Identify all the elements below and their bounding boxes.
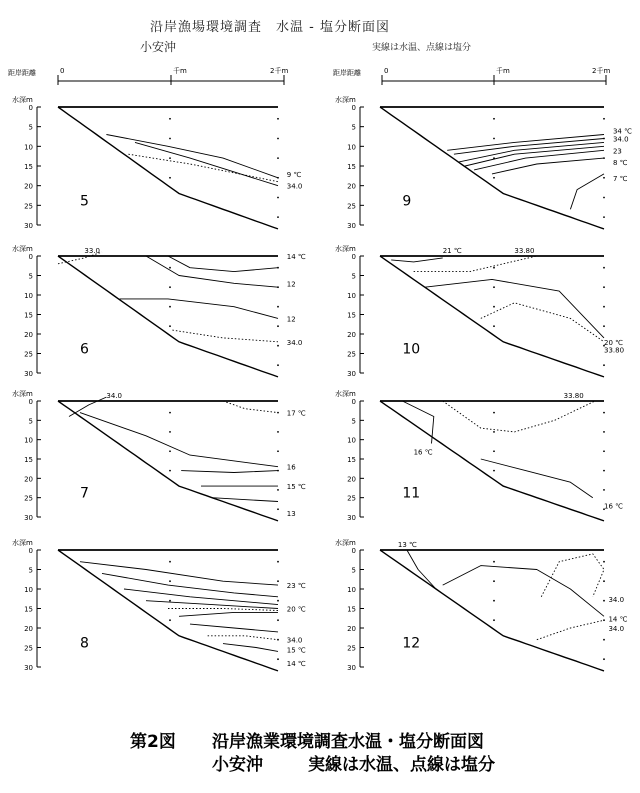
station-sample-dot	[277, 216, 279, 218]
station-sample-dot	[603, 364, 605, 366]
depth-axis-tick-label: 20	[347, 625, 356, 633]
section-panel	[12, 538, 306, 672]
distance-scale	[333, 66, 610, 85]
station-sample-dot	[493, 325, 495, 327]
station-sample-dot	[169, 267, 171, 269]
seafloor-profile	[58, 256, 278, 377]
station-sample-dot	[603, 450, 605, 452]
distance-scale-tick-label: 2千m	[592, 67, 611, 75]
figure-header-title: 沿岸漁場環境調査 水温 - 塩分断面図	[150, 20, 390, 35]
station-sample-dot	[603, 177, 605, 179]
station-sample-dot	[277, 306, 279, 308]
depth-axis-tick-label: 20	[347, 475, 356, 484]
station-sample-dot	[493, 412, 495, 414]
temperature-contour	[102, 573, 278, 596]
depth-axis-tick-label: 30	[347, 514, 356, 522]
depth-axis-tick-label: 0	[28, 398, 33, 406]
depth-axis-tick-label: 15	[24, 311, 33, 320]
station-sample-dot	[277, 580, 279, 582]
station-sample-dot	[277, 138, 279, 140]
depth-axis-label: 水深m	[12, 245, 33, 253]
station-sample-dot	[493, 118, 495, 120]
depth-axis-tick-label: 20	[24, 475, 33, 484]
caption-location: 小安沖	[212, 755, 263, 775]
depth-axis-tick-label: 10	[347, 292, 356, 300]
distance-scale-tick-label: 0	[60, 67, 65, 75]
station-sample-dot	[493, 561, 495, 563]
contour-label: 33.80	[604, 346, 625, 355]
contour-label: 34.0	[612, 135, 629, 144]
station-sample-dot	[603, 286, 605, 288]
station-sample-dot	[603, 412, 605, 414]
depth-axis-tick-label: 30	[347, 222, 356, 230]
station-sample-dot	[169, 157, 171, 159]
depth-axis-tick-label: 20	[24, 331, 33, 339]
depth-axis-tick-label: 25	[24, 202, 33, 211]
station-sample-dot	[169, 619, 171, 621]
depth-axis-tick-label: 10	[347, 436, 356, 445]
station-sample-dot	[169, 325, 171, 327]
distance-scale-tick-label: 千m	[496, 67, 510, 75]
temperature-contour	[190, 624, 278, 632]
depth-axis-tick-label: 15	[24, 456, 33, 464]
caption-title: 沿岸漁業環境調査水温・塩分断面図	[212, 732, 484, 752]
depth-axis-tick-label: 15	[347, 605, 356, 614]
contour-label: 34.0	[286, 338, 303, 347]
depth-axis-tick-label: 10	[24, 143, 33, 152]
contour-label: 14 ℃	[286, 253, 306, 261]
seafloor-profile	[380, 256, 604, 377]
depth-axis-tick-label: 20	[347, 331, 356, 339]
distance-scale-label: 距岸距離	[8, 69, 36, 77]
depth-axis-tick-label: 25	[24, 644, 33, 653]
contour-label: 34.0	[608, 625, 625, 633]
station-sample-dot	[493, 306, 495, 308]
contour-label: 14 ℃	[608, 615, 628, 624]
station-sample-dot	[277, 364, 279, 366]
station-sample-dot	[603, 489, 605, 491]
figure-header-location: 小安沖	[140, 40, 177, 54]
station-sample-dot	[603, 118, 605, 120]
panel-month-number: 7	[80, 485, 89, 502]
contour-label: 20 ℃	[286, 605, 306, 614]
contour-label: 34.0	[286, 636, 303, 645]
contour-label: 34.0	[286, 182, 303, 191]
temperature-contour	[492, 158, 604, 174]
depth-axis-tick-label: 0	[28, 547, 33, 555]
station-sample-dot	[493, 177, 495, 179]
section-panel	[12, 389, 306, 522]
depth-axis-tick-label: 25	[24, 350, 33, 359]
salinity-contour	[172, 330, 278, 342]
panel-month-number: 12	[402, 635, 421, 652]
station-sample-dot	[169, 561, 171, 563]
station-sample-dot	[277, 197, 279, 199]
depth-axis-label: 水深m	[335, 245, 356, 253]
section-panel	[12, 244, 306, 378]
depth-axis-tick-label: 10	[24, 586, 33, 594]
station-sample-dot	[603, 267, 605, 269]
station-sample-dot	[277, 157, 279, 159]
depth-axis-tick-label: 5	[28, 123, 33, 132]
depth-axis-tick-label: 0	[351, 547, 356, 555]
depth-axis-tick-label: 0	[28, 253, 33, 261]
depth-axis-tick-label: 10	[347, 586, 356, 594]
temperature-contour	[570, 174, 604, 209]
depth-axis-tick-label: 5	[351, 123, 356, 132]
station-sample-dot	[603, 216, 605, 218]
station-sample-dot	[277, 619, 279, 621]
temperature-contour	[146, 256, 278, 287]
contour-label: 12	[286, 280, 296, 289]
depth-axis-tick-label: 0	[351, 398, 356, 406]
depth-axis-tick-label: 30	[347, 664, 356, 672]
depth-axis-tick-label: 20	[347, 182, 356, 191]
contour-label: 33.80	[563, 392, 584, 401]
section-panel	[12, 95, 302, 230]
contour-label: 34.0	[106, 392, 122, 401]
temperature-contour	[135, 142, 278, 185]
temperature-contour	[402, 401, 433, 444]
contour-label: 17 ℃	[286, 409, 306, 418]
depth-axis-tick-label: 10	[24, 436, 33, 445]
station-sample-dot	[493, 470, 495, 472]
contour-label: 34.0	[608, 595, 625, 604]
contour-label: 12	[286, 315, 296, 324]
contour-label: 16	[286, 463, 296, 472]
contour-label: 15 ℃	[286, 646, 306, 655]
salinity-contour	[443, 401, 595, 432]
depth-axis-tick-label: 15	[24, 163, 33, 171]
station-sample-dot	[277, 118, 279, 120]
figure-header-note: 実線は水温、点線は塩分	[372, 43, 472, 53]
salinity-contour	[208, 636, 278, 640]
station-sample-dot	[277, 431, 279, 433]
depth-axis-tick-label: 15	[24, 605, 33, 614]
depth-axis-tick-label: 25	[347, 202, 356, 211]
station-sample-dot	[603, 325, 605, 327]
station-sample-dot	[277, 450, 279, 452]
temperature-contour	[80, 562, 278, 585]
station-sample-dot	[603, 600, 605, 602]
temperature-contour	[146, 601, 278, 609]
section-panel	[335, 389, 623, 522]
seafloor-profile	[380, 107, 604, 229]
contour-label: 21 ℃	[442, 247, 462, 256]
contour-label: 16 ℃	[604, 502, 623, 511]
seafloor-profile	[380, 550, 604, 671]
seafloor-profile	[58, 401, 278, 521]
station-sample-dot	[493, 600, 495, 602]
panel-month-number: 10	[402, 341, 421, 358]
contour-label: 23	[612, 147, 622, 156]
temperature-contour	[80, 413, 278, 467]
station-sample-dot	[603, 197, 605, 199]
panel-month-number: 9	[402, 193, 412, 210]
depth-axis-tick-label: 25	[24, 494, 33, 503]
station-sample-dot	[493, 138, 495, 140]
depth-axis-label: 水深m	[335, 390, 356, 398]
temperature-contour	[391, 258, 443, 262]
depth-axis-tick-label: 30	[347, 370, 356, 378]
distance-scale	[8, 66, 288, 85]
depth-axis-tick-label: 5	[351, 417, 356, 426]
station-sample-dot	[493, 580, 495, 582]
temperature-contour	[168, 256, 278, 272]
depth-axis-tick-label: 15	[347, 456, 356, 464]
depth-axis-tick-label: 25	[347, 350, 356, 359]
depth-axis-tick-label: 5	[351, 272, 356, 281]
depth-axis-tick-label: 15	[347, 163, 356, 171]
depth-axis-tick-label: 30	[24, 664, 33, 672]
station-sample-dot	[169, 470, 171, 472]
station-sample-dot	[277, 658, 279, 660]
panel-month-number: 5	[80, 193, 89, 210]
station-sample-dot	[603, 580, 605, 582]
depth-axis-tick-label: 20	[24, 182, 33, 191]
contour-label: 13 ℃	[397, 541, 417, 550]
caption-note: 実線は水温、点線は塩分	[308, 755, 495, 775]
temperature-contour	[481, 459, 593, 498]
contour-label: 9 ℃	[286, 170, 302, 179]
station-sample-dot	[603, 561, 605, 563]
contour-label: 14 ℃	[286, 660, 306, 669]
seafloor-profile	[58, 550, 278, 671]
station-sample-dot	[169, 412, 171, 414]
distance-scale-tick-label: 0	[384, 67, 389, 75]
station-sample-dot	[277, 345, 279, 347]
salinity-contour	[128, 154, 278, 182]
contour-label: 20 ℃	[604, 338, 623, 347]
section-panel	[335, 244, 624, 378]
depth-axis-label: 水深m	[12, 539, 33, 547]
salinity-contour	[168, 609, 278, 611]
contour-label: 8 ℃	[612, 159, 628, 168]
depth-axis-tick-label: 20	[24, 625, 33, 633]
station-sample-dot	[169, 431, 171, 433]
depth-axis-tick-label: 0	[28, 104, 33, 112]
section-panel	[335, 538, 628, 672]
station-sample-dot	[603, 431, 605, 433]
salinity-contour	[414, 256, 537, 272]
depth-axis-tick-label: 15	[347, 311, 356, 320]
temperature-contour	[179, 612, 278, 616]
station-sample-dot	[603, 306, 605, 308]
depth-axis-label: 水深m	[335, 539, 356, 547]
contour-label: 23 ℃	[286, 582, 306, 591]
depth-axis-tick-label: 0	[351, 253, 356, 261]
salinity-contour	[481, 303, 604, 342]
depth-axis-label: 水深m	[335, 96, 356, 104]
station-sample-dot	[277, 508, 279, 510]
temperature-contour	[181, 471, 278, 473]
seafloor-profile	[58, 107, 278, 229]
seafloor-profile	[380, 401, 604, 521]
depth-axis-label: 水深m	[12, 96, 33, 104]
temperature-contour	[223, 644, 278, 652]
depth-axis-tick-label: 5	[28, 566, 33, 575]
station-sample-dot	[277, 489, 279, 491]
station-sample-dot	[277, 325, 279, 327]
distance-scale-label: 距岸距離	[333, 69, 361, 77]
station-sample-dot	[603, 658, 605, 660]
depth-axis-tick-label: 30	[24, 514, 33, 522]
depth-axis-tick-label: 5	[28, 272, 33, 281]
depth-axis-tick-label: 30	[24, 222, 33, 230]
salinity-contour	[223, 401, 278, 413]
station-sample-dot	[493, 286, 495, 288]
temperature-contour	[407, 550, 436, 589]
panel-month-number: 6	[80, 341, 89, 358]
panel-month-number: 11	[402, 485, 421, 502]
distance-scale-tick-label: 2千m	[270, 67, 289, 75]
contour-label: 15 ℃	[286, 483, 306, 492]
section-panel	[335, 95, 632, 230]
station-sample-dot	[169, 118, 171, 120]
temperature-contour	[425, 279, 604, 338]
contour-label: 7 ℃	[612, 174, 628, 183]
station-sample-dot	[169, 580, 171, 582]
station-sample-dot	[603, 619, 605, 621]
contour-label: 33.0	[84, 247, 100, 256]
station-sample-dot	[169, 306, 171, 308]
contour-label: 16 ℃	[413, 448, 433, 457]
caption-figure-number: 第2図	[130, 732, 176, 752]
station-sample-dot	[603, 470, 605, 472]
station-sample-dot	[169, 177, 171, 179]
station-sample-dot	[169, 450, 171, 452]
salinity-contour	[537, 620, 604, 640]
station-sample-dot	[493, 619, 495, 621]
depth-axis-tick-label: 10	[24, 292, 33, 300]
station-sample-dot	[169, 600, 171, 602]
temperature-contour	[120, 299, 278, 319]
depth-axis-label: 水深m	[12, 390, 33, 398]
distance-scale-tick-label: 千m	[173, 67, 187, 75]
depth-axis-tick-label: 5	[351, 566, 356, 575]
station-sample-dot	[277, 561, 279, 563]
station-sample-dot	[493, 267, 495, 269]
station-sample-dot	[169, 138, 171, 140]
temperature-contour	[443, 566, 604, 617]
station-sample-dot	[493, 450, 495, 452]
station-sample-dot	[277, 600, 279, 602]
temperature-contour	[124, 589, 278, 605]
depth-axis-tick-label: 0	[351, 104, 356, 112]
panel-month-number: 8	[80, 635, 89, 652]
depth-axis-tick-label: 25	[347, 494, 356, 503]
station-sample-dot	[169, 286, 171, 288]
depth-axis-tick-label: 25	[347, 644, 356, 653]
station-sample-dot	[493, 431, 495, 433]
station-sample-dot	[603, 639, 605, 641]
contour-label: 34 ℃	[612, 127, 632, 136]
contour-label: 33.80	[514, 247, 535, 256]
temperature-contour	[106, 135, 278, 178]
depth-axis-tick-label: 30	[24, 370, 33, 378]
temperature-contour	[69, 397, 106, 416]
depth-axis-tick-label: 5	[28, 417, 33, 426]
depth-axis-tick-label: 10	[347, 143, 356, 152]
contour-label: 13	[286, 510, 296, 519]
